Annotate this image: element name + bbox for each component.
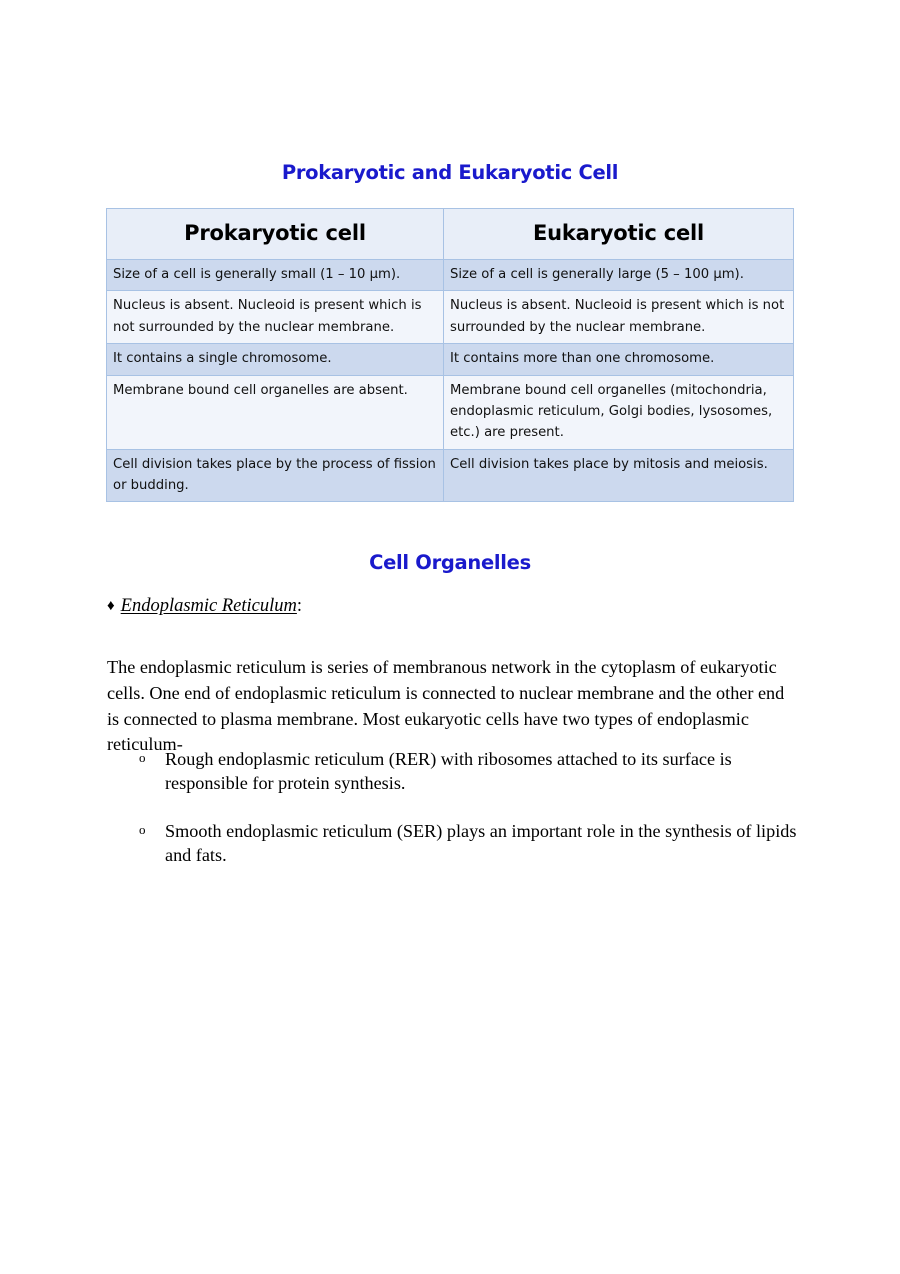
cell-prokaryotic: Nucleus is absent. Nucleoid is present which is not surrounded by the nuclear membrane.: [107, 291, 444, 344]
cell-eukaryotic: Membrane bound cell organelles (mitochondria, endoplasmic reticulum, Golgi bodies, lysosomes, etc.) are present.: [444, 375, 794, 449]
list-item-text: Rough endoplasmic reticulum (RER) with ribosomes attached to its surface is responsible for protein synthesis.: [165, 749, 732, 794]
list-item: [107, 747, 815, 795]
column-header-prokaryotic: Prokaryotic cell: [107, 209, 444, 260]
table-row: [107, 449, 794, 502]
comparison-table: [106, 208, 794, 502]
subheading-endoplasmic-reticulum: [107, 595, 302, 617]
endoplasmic-reticulum-types-list: [107, 747, 807, 891]
table-row: [107, 375, 794, 449]
table-row: [107, 291, 794, 344]
list-item: [107, 819, 815, 867]
table-header-row: [107, 209, 794, 260]
cell-eukaryotic: Nucleus is absent. Nucleoid is present which is not surrounded by the nuclear membrane.: [444, 291, 794, 344]
cell-eukaryotic: Size of a cell is generally large (5 – 100 µm).: [444, 260, 794, 291]
cell-prokaryotic: Size of a cell is generally small (1 – 10 µm).: [107, 260, 444, 291]
cell-prokaryotic: Membrane bound cell organelles are absent.: [107, 375, 444, 449]
subheading-colon: :: [296, 596, 303, 616]
page-title: Prokaryotic and Eukaryotic Cell: [281, 161, 619, 184]
section-heading-cell-organelles: Cell Organelles: [369, 551, 531, 574]
circle-bullet-icon: o: [139, 822, 146, 838]
cell-eukaryotic: It contains more than one chromosome.: [444, 344, 794, 375]
body-paragraph: The endoplasmic reticulum is series of membranous network in the cytoplasm of eukaryotic cells. One end of endoplasmic reticulum is connected to nuclear membrane and the other end is connected to plasma membrane. Most eukaryotic cells have two types of endoplasmic reticulum-: [107, 657, 785, 755]
cell-prokaryotic: Cell division takes place by the process of fission or budding.: [107, 449, 444, 502]
list-item-text: Smooth endoplasmic reticulum (SER) plays an important role in the synthesis of lipids and fats.: [165, 821, 797, 866]
circle-bullet-icon: o: [139, 750, 146, 765]
column-header-eukaryotic: Eukaryotic cell: [444, 209, 794, 260]
cell-prokaryotic: It contains a single chromosome.: [107, 344, 444, 375]
subheading-term: Endoplasmic Reticulum: [120, 596, 297, 616]
table-row: [107, 344, 794, 375]
diamond-bullet-icon: ♦: [107, 598, 115, 614]
cell-eukaryotic: Cell division takes place by mitosis and meiosis.: [444, 449, 794, 502]
table-row: [107, 260, 794, 291]
